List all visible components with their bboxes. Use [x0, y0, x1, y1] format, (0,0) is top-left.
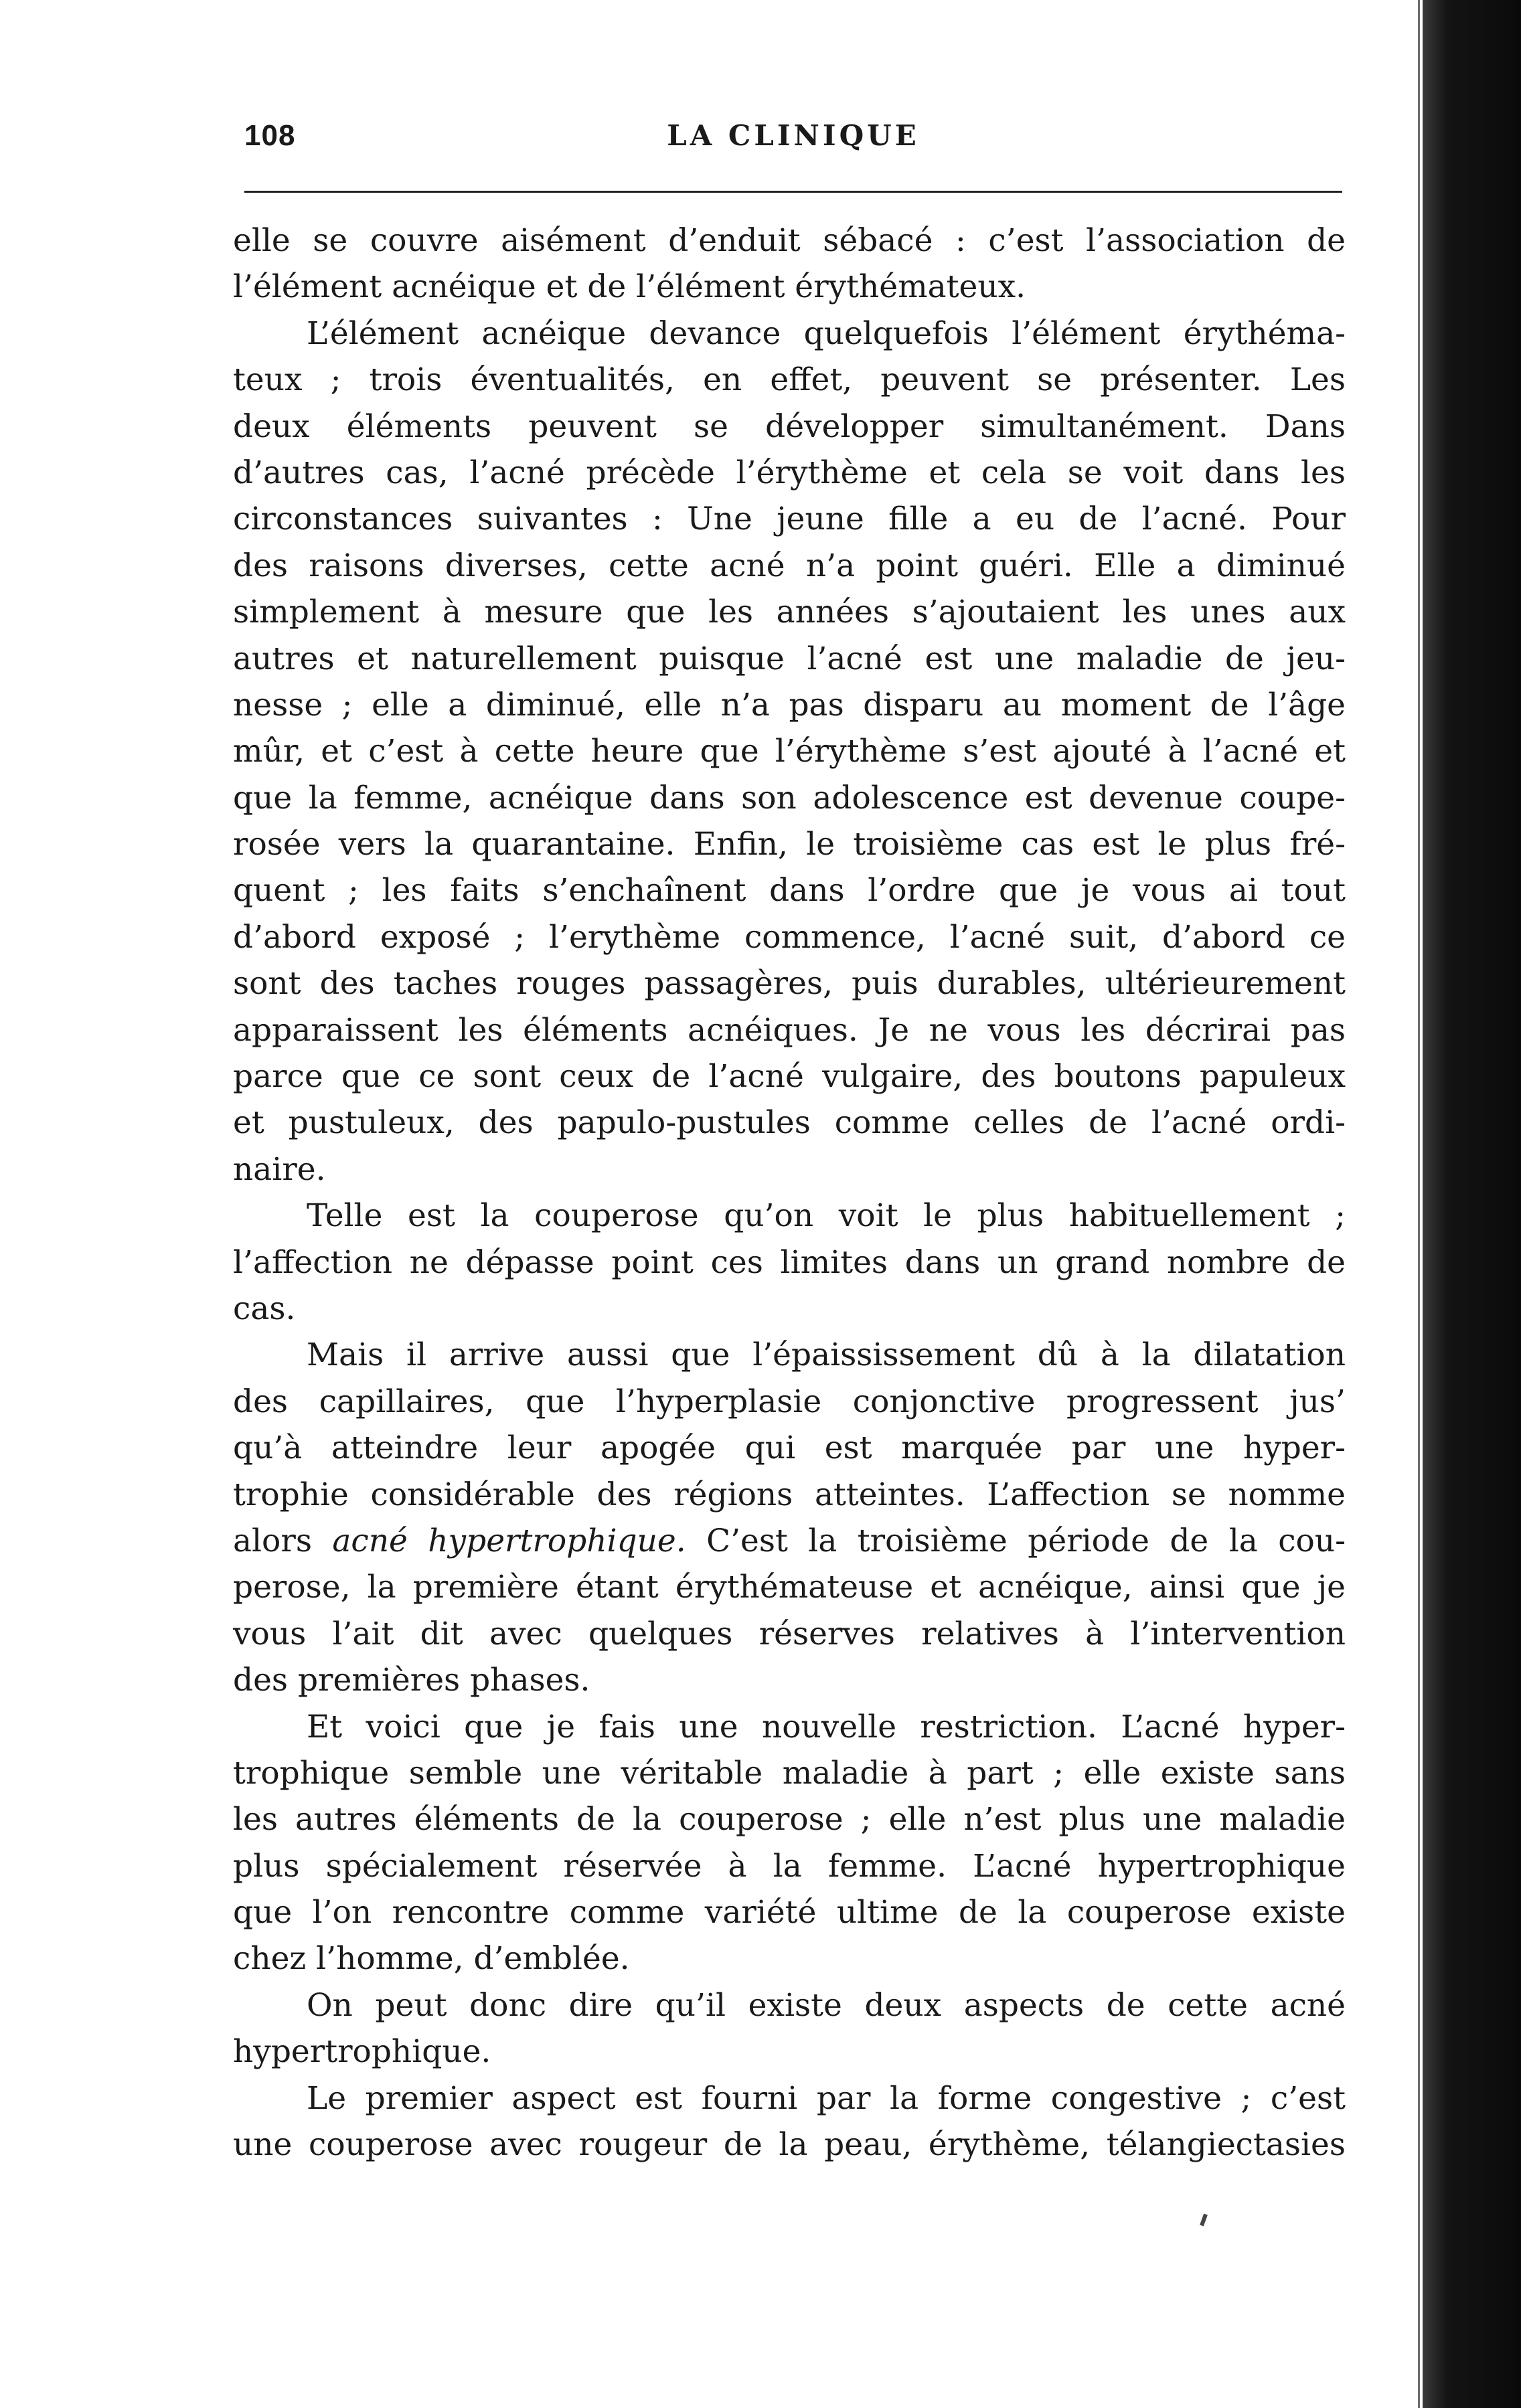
text-line: parce que ce sont ceux de l’acné vulgaire, des boutons papuleux: [233, 1058, 1346, 1096]
text-line: que la femme, acnéique dans son adolescence est devenue coupe-: [233, 779, 1346, 816]
page-edge-line: [1418, 0, 1420, 2408]
text-line: rosée vers la quarantaine. Enfin, le troisième cas est le plus fré-: [233, 826, 1346, 863]
header-rule: [244, 191, 1342, 193]
page-header: [244, 119, 1342, 166]
ink-speck: [1200, 2214, 1208, 2227]
text-line: On peut donc dire qu’il existe deux aspects de cette acné: [307, 1986, 1346, 2024]
text-line: Et voici que je fais une nouvelle restriction. L’acné hyper-: [307, 1708, 1346, 1745]
text-line: mûr, et c’est à cette heure que l’érythème s’est ajouté à l’acné et: [233, 733, 1346, 770]
running-title: LA CLINIQUE: [667, 119, 920, 152]
text-line: trophie considérable des régions atteintes. L’affection se nomme: [233, 1476, 1346, 1513]
text-line: Mais il arrive aussi que l’épaississement dû à la dilatation: [307, 1337, 1346, 1374]
text-line: deux éléments peuvent se développer simultanément. Dans: [233, 408, 1346, 445]
text-line: autres et naturellement puisque l’acné est une maladie de jeu-: [233, 640, 1346, 677]
text-line: des premières phases.: [233, 1662, 590, 1699]
italic-term: acné hypertrophique.: [332, 1522, 686, 1559]
text-line: simplement à mesure que les années s’ajoutaient les unes aux: [233, 594, 1346, 631]
text-line-italic-term: [233, 1518, 1346, 1564]
text-line: Telle est la couperose qu’on voit le plus habituellement ;: [307, 1197, 1346, 1235]
text-line: une couperose avec rougeur de la peau, érythème, télangiectasies: [233, 2126, 1346, 2164]
text-line: d’abord exposé ; l’erythème commence, l’acné suit, d’abord ce: [233, 918, 1346, 956]
text-line: l’élément acnéique et de l’élément érythémateux.: [233, 268, 1026, 306]
text-line: teux ; trois éventualités, en effet, peuvent se présenter. Les: [233, 361, 1346, 399]
text-line: hypertrophique.: [233, 2033, 491, 2071]
text-line: vous l’ait dit avec quelques réserves relatives à l’intervention: [233, 1615, 1346, 1652]
text-line: qu’à atteindre leur apogée qui est marquée par une hyper-: [233, 1430, 1346, 1467]
text-line: que l’on rencontre comme variété ultime de la couperose existe: [233, 1894, 1346, 1931]
italic-term-suffix: C’est la troisième période de la cou-: [706, 1522, 1346, 1559]
text-line: quent ; les faits s’enchaînent dans l’ordre que je vous ai tout: [233, 872, 1346, 910]
text-line: apparaissent les éléments acnéiques. Je ne vous les décrirai pas: [233, 1011, 1346, 1049]
text-line: nesse ; elle a diminué, elle n’a pas disparu au moment de l’âge: [233, 686, 1346, 723]
text-line: d’autres cas, l’acné précède l’érythème et cela se voit dans les: [233, 454, 1346, 491]
text-line: cas.: [233, 1290, 296, 1327]
text-line: et pustuleux, des papulo-pustules comme celles de l’acné ordi-: [233, 1104, 1346, 1142]
text-line: elle se couvre aisément d’enduit sébacé : c’est l’association de: [233, 222, 1346, 259]
body-text: [233, 218, 1346, 2168]
text-line: naire.: [233, 1150, 326, 1188]
text-line: sont des taches rouges passagères, puis durables, ultérieurement: [233, 965, 1346, 1003]
text-line: les autres éléments de la couperose ; elle n’est plus une maladie: [233, 1801, 1346, 1838]
text-line: des raisons diverses, cette acné n’a point guéri. Elle a diminué: [233, 547, 1346, 584]
text-line: Le premier aspect est fourni par la forme congestive ; c’est: [307, 2079, 1346, 2117]
text-line: chez l’homme, d’emblée.: [233, 1940, 630, 1978]
text-line: des capillaires, que l’hyperplasie conjonctive progressent jus’: [233, 1383, 1346, 1420]
text-line: trophique semble une véritable maladie à part ; elle existe sans: [233, 1754, 1346, 1792]
text-line: plus spécialement réservée à la femme. L’acné hypertrophique: [233, 1847, 1346, 1885]
text-line: l’affection ne dépasse point ces limites dans un grand nombre de: [233, 1243, 1346, 1281]
italic-term-prefix: alors: [233, 1522, 312, 1559]
page-edge-shadow: [1423, 0, 1521, 2408]
text-line: circonstances suivantes : Une jeune fille a eu de l’acné. Pour: [233, 501, 1346, 538]
text-line: L’élément acnéique devance quelquefois l’élément érythéma-: [307, 315, 1346, 352]
page-number: 108: [244, 119, 296, 152]
text-line: perose, la première étant érythémateuse et acnéique, ainsi que je: [233, 1569, 1346, 1606]
